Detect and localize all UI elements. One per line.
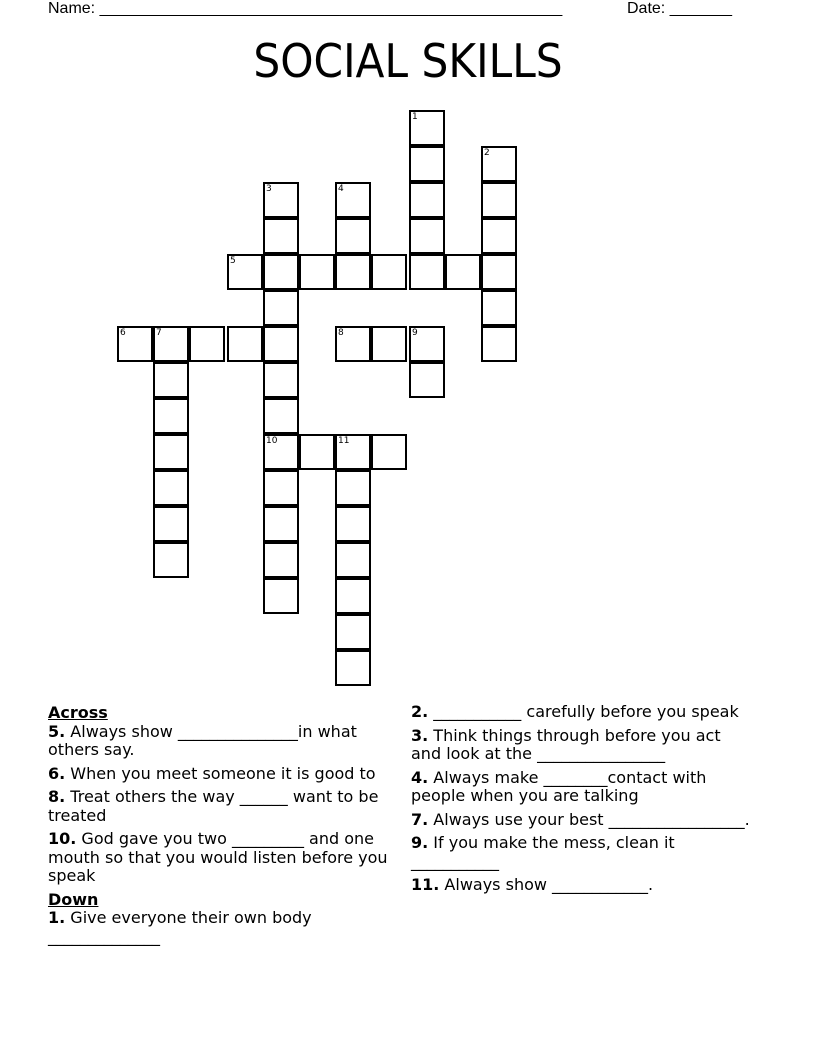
clue-item <box>48 788 408 825</box>
clue-item <box>48 723 408 760</box>
crossword-cell[interactable] <box>153 470 189 506</box>
crossword-cell[interactable] <box>335 470 371 506</box>
crossword-cell[interactable] <box>153 542 189 578</box>
crossword-cell[interactable] <box>263 578 299 614</box>
cell-number: 8 <box>338 328 344 338</box>
cell-number: 4 <box>338 184 344 194</box>
clues-right-column <box>411 703 751 900</box>
across-heading: Across <box>48 703 108 722</box>
clue-item <box>411 727 751 764</box>
crossword-cell[interactable] <box>263 470 299 506</box>
clue-number: 9. <box>411 833 429 852</box>
crossword-cell[interactable] <box>481 218 517 254</box>
crossword-cell[interactable] <box>117 326 153 362</box>
clue-text: Treat others the way ______ want to be treated <box>48 787 379 825</box>
crossword-cell[interactable] <box>335 218 371 254</box>
clue-text: God gave you two _________ and one mouth so that you would listen before you speak <box>48 829 388 885</box>
crossword-cell[interactable] <box>335 506 371 542</box>
clue-number: 7. <box>411 809 429 829</box>
crossword-cell[interactable] <box>153 362 189 398</box>
clue-text: If you make the mess, clean it ___________ <box>411 833 675 871</box>
cell-number: 7 <box>156 328 162 338</box>
crossword-cell[interactable] <box>409 182 445 218</box>
cell-number: 9 <box>412 328 418 338</box>
crossword-cell[interactable] <box>335 434 371 470</box>
clue-number: 4. <box>411 767 429 787</box>
crossword-cell[interactable] <box>409 110 445 146</box>
clue-text: Think things through before you act and look at the ________________ <box>411 725 721 763</box>
crossword-cell[interactable] <box>263 254 299 290</box>
name-field-label: Name: ____________________________________________________ <box>48 0 563 17</box>
crossword-cell[interactable] <box>335 326 371 362</box>
clue-item <box>411 703 751 722</box>
crossword-cell[interactable] <box>481 290 517 326</box>
crossword-cell[interactable] <box>263 542 299 578</box>
crossword-cell[interactable] <box>335 614 371 650</box>
cell-number: 11 <box>338 436 350 446</box>
crossword-cell[interactable] <box>409 218 445 254</box>
date-field-label: Date: _______ <box>627 0 732 17</box>
clue-text: Always make ________contact with people when you are talking <box>411 767 707 805</box>
crossword-cell[interactable] <box>263 182 299 218</box>
crossword-cell[interactable] <box>371 254 407 290</box>
page-title: SOCIAL SKILLS <box>253 34 563 88</box>
crossword-cell[interactable] <box>263 506 299 542</box>
crossword-cell[interactable] <box>263 398 299 434</box>
cell-number: 10 <box>266 436 278 446</box>
crossword-cell[interactable] <box>481 182 517 218</box>
clue-item <box>411 876 751 895</box>
clues-left-column <box>48 703 408 951</box>
crossword-cell[interactable] <box>409 362 445 398</box>
cell-number: 1 <box>412 112 418 122</box>
crossword-cell[interactable] <box>409 326 445 362</box>
crossword-cell[interactable] <box>371 326 407 362</box>
cell-number: 5 <box>230 256 236 266</box>
crossword-cell[interactable] <box>263 218 299 254</box>
clue-number: 5. <box>48 721 66 741</box>
crossword-cell[interactable] <box>153 434 189 470</box>
clue-item <box>48 765 408 784</box>
crossword-cell[interactable] <box>481 254 517 290</box>
crossword-cell[interactable] <box>153 326 189 362</box>
crossword-cell[interactable] <box>263 434 299 470</box>
clue-text: Always show _______________in what others say. <box>48 721 357 759</box>
cell-number: 6 <box>120 328 126 338</box>
crossword-cell[interactable] <box>335 578 371 614</box>
crossword-cell[interactable] <box>263 290 299 326</box>
clue-item <box>411 769 751 806</box>
clue-text: Always use your best _________________. <box>428 809 750 829</box>
clue-text: ___________ carefully before you speak <box>428 702 739 721</box>
clue-item <box>411 834 751 871</box>
clue-number: 6. <box>48 763 66 783</box>
crossword-cell[interactable] <box>445 254 481 290</box>
clue-number: 8. <box>48 787 66 806</box>
crossword-cell[interactable] <box>335 542 371 578</box>
crossword-cell[interactable] <box>153 506 189 542</box>
crossword-cell[interactable] <box>335 650 371 686</box>
clue-number: 10. <box>48 829 77 848</box>
crossword-cell[interactable] <box>299 434 335 470</box>
clue-number: 11. <box>411 875 440 894</box>
clue-number: 2. <box>411 702 429 721</box>
crossword-cell[interactable] <box>263 326 299 362</box>
crossword-cell[interactable] <box>409 146 445 182</box>
clue-text: Always show ____________. <box>439 875 654 894</box>
cell-number: 2 <box>484 148 490 158</box>
crossword-cell[interactable] <box>335 182 371 218</box>
clue-number: 3. <box>411 725 429 745</box>
crossword-cell[interactable] <box>299 254 335 290</box>
crossword-cell[interactable] <box>371 434 407 470</box>
crossword-cell[interactable] <box>189 326 225 362</box>
clue-number: 1. <box>48 908 66 927</box>
clue-item <box>411 811 751 830</box>
crossword-cell[interactable] <box>409 254 445 290</box>
crossword-cell[interactable] <box>481 326 517 362</box>
crossword-cell[interactable] <box>153 398 189 434</box>
clue-text: Give everyone their own body ______________ <box>48 908 312 946</box>
crossword-cell[interactable] <box>263 362 299 398</box>
clue-item <box>48 909 408 946</box>
crossword-cell[interactable] <box>335 254 371 290</box>
clue-item <box>48 830 408 886</box>
crossword-cell[interactable] <box>227 326 263 362</box>
down-heading: Down <box>48 889 99 909</box>
clue-text: When you meet someone it is good to <box>65 763 376 783</box>
crossword-cell[interactable] <box>481 146 517 182</box>
crossword-cell[interactable] <box>227 254 263 290</box>
cell-number: 3 <box>266 184 272 194</box>
